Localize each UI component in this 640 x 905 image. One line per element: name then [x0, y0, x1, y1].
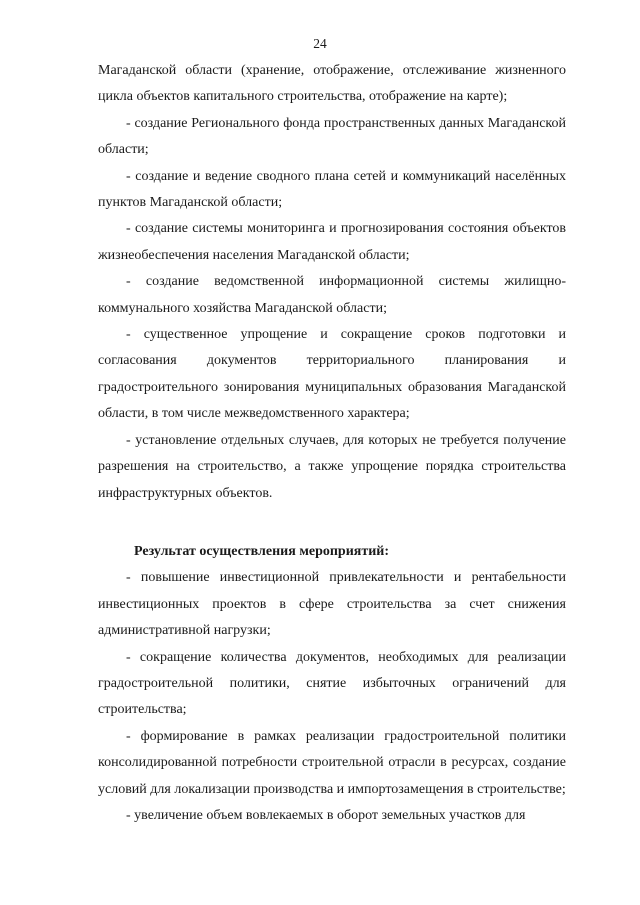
list-item-networks-plan: - создание и ведение сводного плана сетей и коммуникаций населённых пунктов Магаданской области;	[98, 168, 566, 211]
list-item-regional-data-fund: - создание Регионального фонда пространственных данных Магаданской области;	[98, 115, 566, 158]
page-content	[98, 58, 566, 829]
result-item-documents-reduction: - сокращение количества документов, необходимых для реализации градостроительной политики, снятие избыточных ограничений для строительства;	[98, 649, 566, 718]
result-item-land-plots: - увеличение объем вовлекаемых в оборот земельных участков для	[126, 807, 526, 823]
list-item-monitoring-system: - создание системы мониторинга и прогнозирования состояния объектов жизнеобеспечения населения Магаданской области;	[98, 221, 566, 263]
page-number: 24	[313, 36, 327, 51]
result-item-investment: - повышение инвестиционной привлекательности и рентабельности инвестиционных проектов в сфере строительства за счет снижения административной нагрузки;	[98, 570, 566, 639]
list-item-housing-info-system: - создание ведомственной информационной системы жилищно-коммунального хозяйства Магаданской области;	[98, 274, 566, 316]
paragraph-continuation: Магаданской области (хранение, отображение, отслеживание жизненного цикла объектов капитального строительства, отображение на карте);	[98, 63, 566, 105]
list-item-planning-simplification: - существенное упрощение и сокращение сроков подготовки и согласования документов территориального планирования и градостроительного зонирования муниципальных образования Магаданской области, в том числе межведомственного характера;	[98, 327, 566, 422]
list-item-permit-exemptions: - установление отдельных случаев, для которых не требуется получение разрешения на строительство, а также упрощение порядка строительства инфраструктурных объектов.	[98, 432, 566, 501]
result-heading: Результат осуществления мероприятий:	[134, 543, 390, 559]
result-item-consolidated-demand: - формирование в рамках реализации градостроительной политики консолидированной потребности строительной отрасли в ресурсах, создание условий для локализации производства и импортозамещения в строительстве;	[98, 728, 566, 797]
section-gap	[98, 507, 566, 539]
